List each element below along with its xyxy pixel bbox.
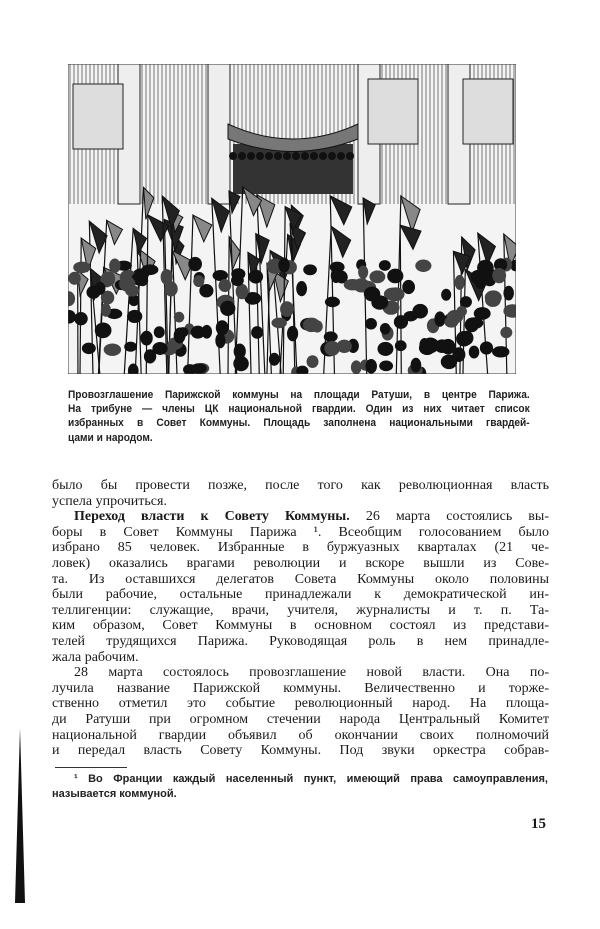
- crowd-figure: [154, 326, 165, 338]
- tribune-member: [265, 152, 273, 160]
- crowd-figure: [387, 269, 403, 284]
- crowd-figure: [378, 342, 394, 356]
- crowd-figure: [365, 318, 377, 329]
- footnote: [52, 772, 548, 802]
- tribune-member: [301, 152, 309, 160]
- crowd-figure: [307, 355, 319, 368]
- crowd-figure: [325, 297, 340, 308]
- crowd-figure: [455, 275, 465, 290]
- crowd-figure: [251, 326, 263, 339]
- tribune-member: [238, 152, 246, 160]
- body-line: та. Из оставшихся делегатов Совета Коммуны около половины: [52, 571, 549, 587]
- body-line: телей трудящихся Парижа. Руководящая роль в нем принадле-: [52, 633, 549, 649]
- crowd-figure: [216, 320, 229, 335]
- crowd-figure: [331, 268, 342, 283]
- crowd-figure: [104, 343, 121, 355]
- body-line: ловек) оказались врагами революции и вскоре вышли из Сове-: [52, 555, 549, 571]
- crowd-figure: [503, 286, 513, 301]
- crowd-figure: [82, 343, 96, 354]
- caption-line: цами и народом.: [68, 431, 153, 444]
- section-heading: Переход власти к Совету Коммуны.: [74, 509, 350, 525]
- crowd-figure: [109, 258, 120, 273]
- crowd-figure: [174, 312, 185, 323]
- scan-edge-shadow: [15, 728, 25, 903]
- crowd-figure: [444, 316, 458, 327]
- crowd-figure: [395, 340, 407, 351]
- window-with-figures: [73, 84, 123, 149]
- crowd-figure: [296, 281, 307, 296]
- crowd-figure: [402, 280, 415, 294]
- illustration-proclamation-of-paris-commune: [68, 64, 516, 374]
- crowd-figure: [441, 289, 451, 301]
- caption-line: избранных в Совет Коммуны. Площадь заполнена национальными гвардей-: [68, 417, 530, 430]
- crowd-figure: [141, 264, 158, 275]
- crowd-figure: [500, 327, 512, 338]
- crowd-figure: [105, 271, 115, 285]
- window-with-figures: [463, 79, 513, 144]
- crowd-figure: [456, 331, 472, 346]
- body-line: ким образом, Совет Коммуны в основном состоял из представи-: [52, 618, 549, 634]
- tribune-member: [346, 152, 354, 160]
- crowd-figure: [269, 353, 280, 366]
- body-line: боры в Совет Коммуны Парижа ¹. Всеобщим голосованием было: [52, 524, 549, 540]
- crowd-figure: [231, 275, 244, 287]
- crowd-figure: [415, 260, 431, 272]
- crowd-figure: [220, 301, 235, 316]
- crowd-figure: [366, 359, 377, 374]
- crowd-figure: [492, 268, 506, 283]
- crowd-figure: [174, 328, 186, 344]
- crowd-figure: [303, 318, 320, 332]
- crowd-figure: [215, 333, 225, 348]
- tribune-member: [328, 152, 336, 160]
- crowd-figure: [278, 258, 289, 273]
- crowd-figure: [337, 340, 352, 353]
- crowd-figure: [485, 294, 501, 307]
- crowd-figure: [101, 303, 111, 316]
- building-column: [208, 64, 230, 204]
- body-line: теллигенции: служащие, врачи, учителя, журналисты и т. п. Та-: [52, 602, 549, 618]
- crowd-figure: [434, 311, 445, 326]
- crowd-figure: [303, 264, 317, 275]
- crowd-figure: [369, 270, 385, 283]
- crowd-figure: [364, 287, 380, 302]
- crowd-figure: [419, 338, 429, 352]
- crowd-figure: [188, 257, 202, 271]
- crowd-figure: [441, 354, 457, 369]
- crowd-figure: [380, 323, 391, 335]
- body-text: [52, 478, 549, 759]
- crowd-figure: [193, 275, 204, 287]
- tribune-member: [256, 152, 264, 160]
- crowd-figure: [324, 331, 338, 342]
- tribune-member: [247, 152, 255, 160]
- crowd-figure: [161, 269, 173, 285]
- body-line: 28 марта состоялось провозглашение новой власти. Она по-: [74, 665, 549, 681]
- crowd-figure: [351, 360, 362, 374]
- body-line: было бы провести позже, после того как революционная власть: [52, 478, 549, 493]
- tribune-member: [283, 152, 291, 160]
- footnote-line: называется коммуной.: [52, 788, 177, 800]
- crowd-figure: [379, 361, 393, 372]
- tribune-member: [337, 152, 345, 160]
- crowd-figure: [287, 326, 298, 341]
- crowd-figure: [248, 270, 263, 284]
- crowd-figure: [480, 341, 493, 354]
- body-line: успела упрочиться.: [52, 493, 167, 509]
- caption-line: Провозглашение Парижской коммуны на площади Ратуши, в центре Парижа.: [68, 389, 530, 401]
- tribune-member: [292, 152, 300, 160]
- crowd-figure: [127, 310, 142, 323]
- body-line: были рабочие, остальные принадлежали к демократической ин-: [52, 587, 549, 603]
- crowd-figure: [74, 312, 88, 325]
- crowd-figure: [379, 260, 391, 271]
- crowd-figure: [191, 326, 205, 339]
- crowd-figure: [467, 317, 484, 329]
- section-start-line: [52, 509, 549, 525]
- crowd-figure: [469, 346, 480, 359]
- body-line: ди Ратуши при огромном стечении народа Центральный Комитет: [52, 711, 549, 727]
- footnote-line: ¹ Во Франции каждый населенный пункт, имеющий права самоуправления,: [74, 773, 548, 785]
- body-line: и передал власть Совету Коммуны. Под звуки оркестра собрав-: [52, 743, 549, 759]
- crowd-figure: [140, 331, 152, 346]
- crowd-figure: [460, 296, 472, 307]
- body-line: лучила название Парижской коммуны. Величественно и торже-: [52, 680, 549, 696]
- body-line: избрано 85 человек. Избранные в буржуазных кварталах (21 че-: [52, 540, 549, 556]
- crowd-figure: [95, 322, 112, 338]
- crowd-figure: [358, 265, 368, 278]
- body-line: ственно отметил это событие революционный народ. На площа-: [52, 696, 549, 712]
- crowd-figure: [404, 311, 418, 321]
- illustration-caption: [68, 388, 530, 445]
- crowd-figure: [411, 358, 422, 373]
- crowd-figure: [271, 318, 286, 329]
- crowd-figure: [68, 272, 81, 285]
- crowd-figure: [119, 276, 135, 292]
- crowd-figure: [124, 342, 137, 352]
- tribune-member: [310, 152, 318, 160]
- page-number: 15: [531, 816, 546, 832]
- tribune-member: [319, 152, 327, 160]
- footnote-rule: [55, 767, 127, 768]
- window-with-figures: [368, 79, 418, 144]
- crowd-figure: [280, 301, 294, 317]
- caption-line: На трибуне — члены ЦК национальной гвардии. Один из них читает список: [68, 403, 530, 416]
- crowd-figure: [219, 279, 232, 292]
- section-heading-rest: 26 марта состоялись вы-: [349, 509, 549, 525]
- crowd-figure: [234, 344, 246, 359]
- crowd-figure: [492, 346, 509, 357]
- crowd-figure: [94, 282, 105, 295]
- crowd-figure: [152, 342, 167, 355]
- body-line: национальной гвардии объявил об окончании своих полномочий: [52, 727, 549, 743]
- tribune-member: [229, 152, 237, 160]
- body-line: жала рабочим.: [52, 649, 139, 665]
- tribune-member: [274, 152, 282, 160]
- crowd-figure: [73, 262, 90, 273]
